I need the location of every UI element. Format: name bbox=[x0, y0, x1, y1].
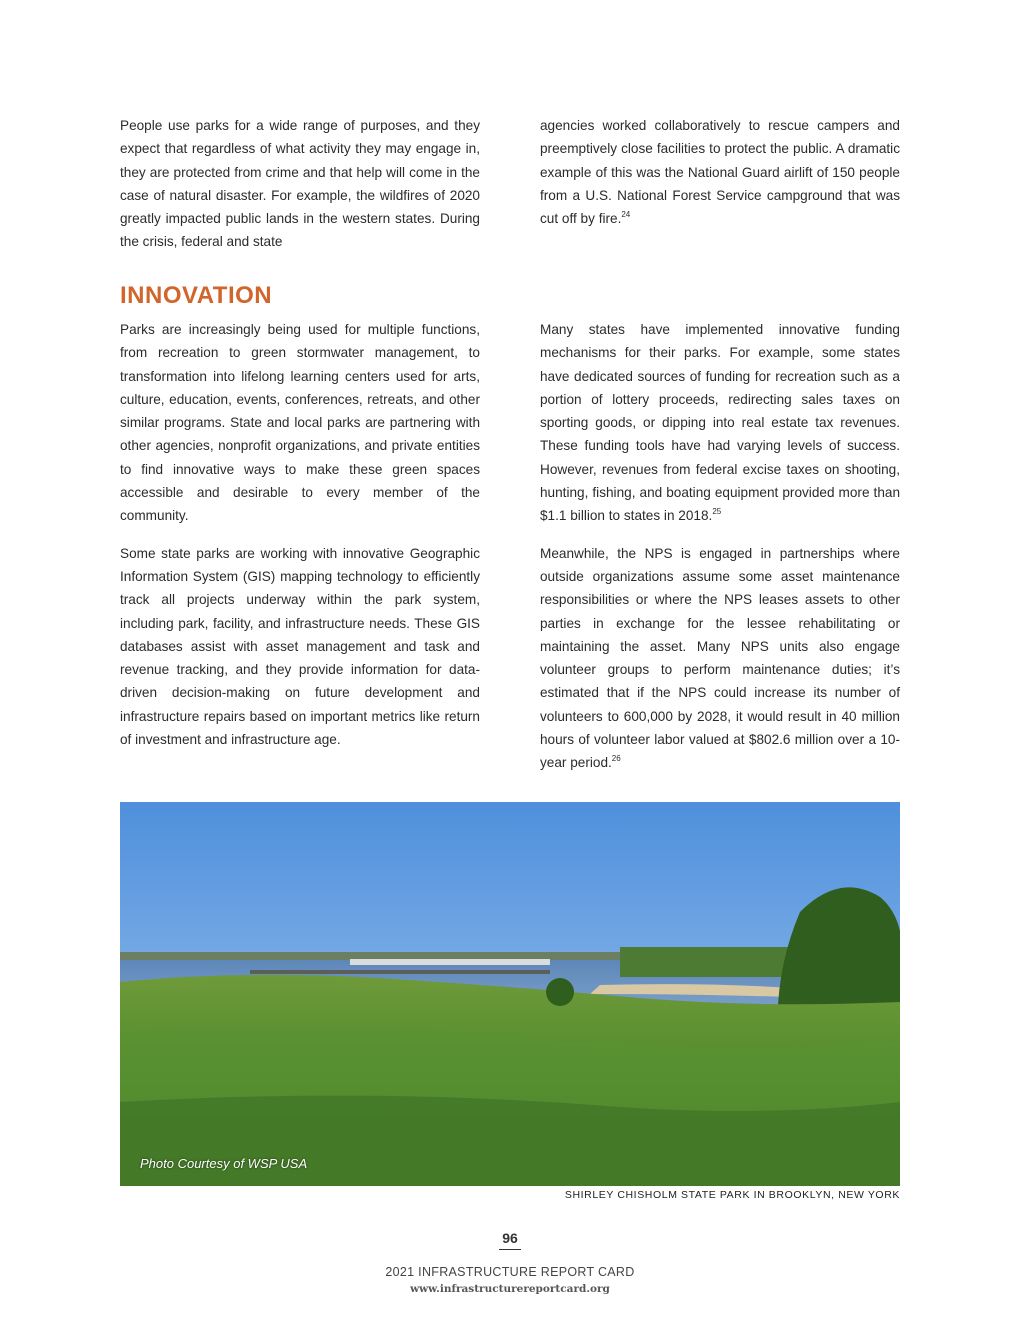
innovation-right-p1-body: Many states have implemented innovative funding mechanisms for their parks. For example, some states have dedicated sources of funding for recreation such as a portion of lottery proceeds, redirecting sales taxes on sporting goods, or dipping into real estate tax revenues. These funding tools have had varying levels of success. However, revenues from federal excise taxes on shooting, hunting, fishing, and boating equipment provided more than $1.1 billion to states in 2018. bbox=[540, 322, 900, 524]
intro-left-text: People use parks for a wide range of purposes, and they expect that regardless of what activity they may engage in, they are protected from crime and that help will come in the case of natural disaster. For example, the wildfires of 2020 greatly impacted public lands in the western states. During the crisis, federal and state bbox=[120, 118, 480, 250]
photo-caption: SHIRLEY CHISHOLM STATE PARK IN BROOKLYN, NEW YORK bbox=[564, 1189, 900, 1201]
page-number: 96 bbox=[499, 1230, 521, 1250]
innovation-right-column bbox=[540, 318, 900, 789]
park-landscape-illustration bbox=[120, 802, 900, 1186]
intro-right-column bbox=[540, 114, 900, 244]
innovation-right-paragraph-1 bbox=[540, 318, 900, 528]
footer-title: 2021 INFRASTRUCTURE REPORT CARD bbox=[385, 1265, 635, 1279]
footer-url[interactable]: www.infrastructurereportcard.org bbox=[410, 1283, 610, 1295]
innovation-right-p2-body: Meanwhile, the NPS is engaged in partnerships where outside organizations assume some asset maintenance responsibilities or where the NPS leases assets to other parties in exchange for the lessee rehabilitating or maintaining the asset. Many NPS units also engage volunteer groups to perform maintenance duties; it’s estimated that if the NPS could increase its number of volunteers to 600,000 by 2028, it would result in 40 million hours of volunteer labor valued at $802.6 million over a 10-year period. bbox=[540, 545, 900, 771]
intro-right-text bbox=[540, 114, 900, 230]
footnote-26: 26 bbox=[611, 754, 621, 764]
section-heading: INNOVATION bbox=[120, 282, 273, 309]
footnote-24: 24 bbox=[621, 210, 631, 220]
footnote-25: 25 bbox=[712, 507, 722, 517]
innovation-right-paragraph-2 bbox=[540, 542, 900, 775]
intro-right-body: agencies worked collaboratively to rescue campers and preemptively close facilities to protect the public. A dramatic example of this was the National Guard airlift of 150 people from a U.S. National Forest Service campground that was cut off by fire. bbox=[540, 118, 900, 227]
innovation-left-paragraph-1: Parks are increasingly being used for multiple functions, from recreation to green stormwater management, to transformation into lifelong learning centers used for arts, culture, education, events, conferences, retreats, and other similar programs. State and local parks are partnering with other agencies, nonprofit organizations, and private entities to find innovative ways to make these green spaces accessible and desirable to every member of the community. bbox=[120, 322, 480, 524]
innovation-left-paragraph-2: Some state parks are working with innovative Geographic Information System (GIS) mapping technology to efficiently track all projects underway within the park system, including park, facility, and infrastructure needs. These GIS databases assist with asset management and task and revenue tracking, and they provide information for data-driven decision-making on future development and infrastructure repairs based on important metrics like return of investment and infrastructure age. bbox=[120, 545, 480, 748]
intro-left-column bbox=[120, 114, 480, 268]
photo-credit: Photo Courtesy of WSP USA bbox=[140, 1156, 308, 1171]
page-number-wrapper bbox=[0, 1230, 1020, 1250]
park-photo bbox=[120, 802, 900, 1186]
innovation-left-column bbox=[120, 318, 480, 765]
